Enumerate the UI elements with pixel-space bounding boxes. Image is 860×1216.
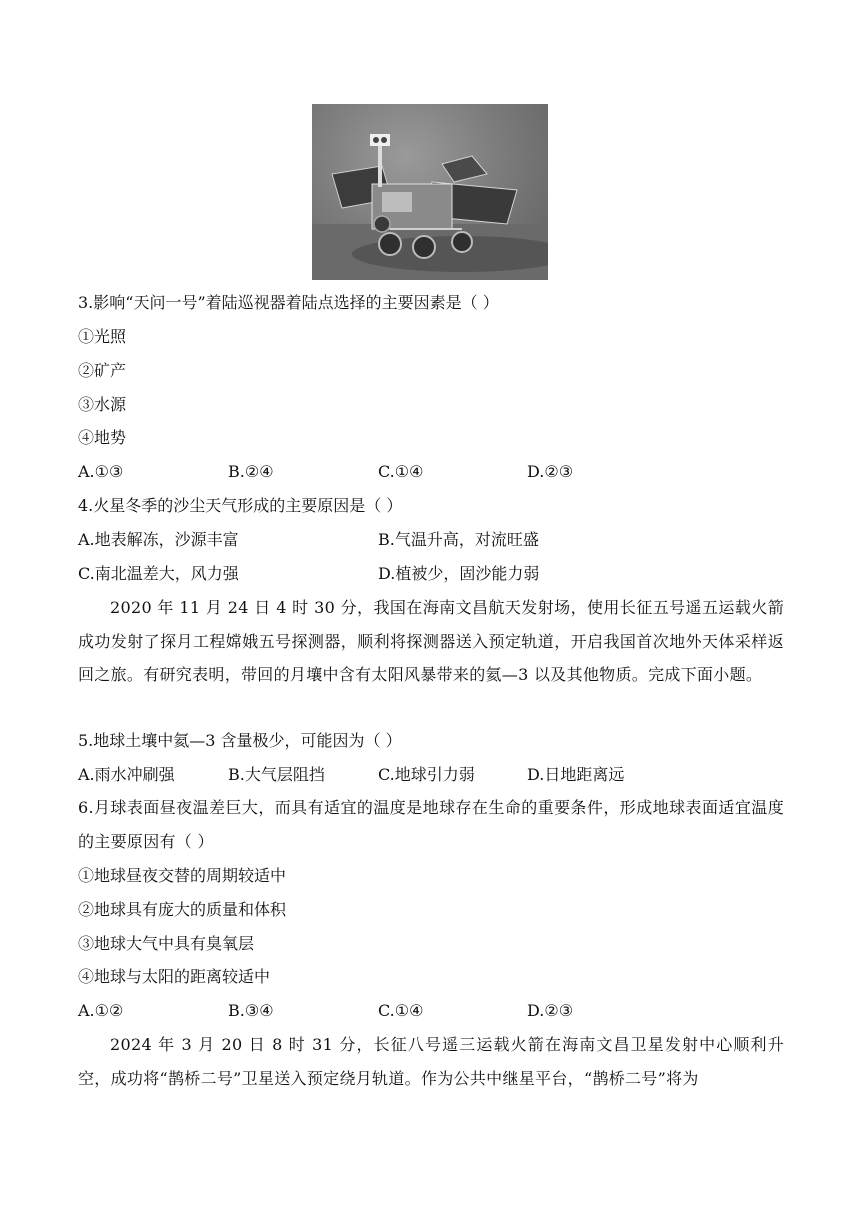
q3-item-1: ①光照 xyxy=(78,327,127,346)
q6-option-b[interactable]: B.③④ xyxy=(228,1001,274,1020)
q6-option-a[interactable]: A.①② xyxy=(78,1001,124,1020)
q6-option-c[interactable]: C.①④ xyxy=(378,1001,424,1020)
rover-illustration xyxy=(312,104,548,280)
q3-option-b[interactable]: B.②④ xyxy=(228,462,274,481)
question-4-stem: 4.火星冬季的沙尘天气形成的主要原因是（ ） xyxy=(78,496,403,515)
question-5-stem: 5.地球土壤中氦—3 含量极少，可能因为（ ） xyxy=(78,731,402,750)
q6-option-d[interactable]: D.②③ xyxy=(527,1001,574,1020)
q3-option-c[interactable]: C.①④ xyxy=(378,462,424,481)
q3-item-4: ④地势 xyxy=(78,428,127,447)
q3-item-3: ③水源 xyxy=(78,395,127,414)
q3-option-d[interactable]: D.②③ xyxy=(527,462,574,481)
q5-option-a[interactable]: A.雨水冲刷强 xyxy=(78,765,175,784)
passage-change5: 2020 年 11 月 24 日 4 时 30 分，我国在海南文昌航天发射场，使用长征五号遥五运载火箭成功发射了探月工程嫦娥五号探测器，顺利将探测器送入预定轨道，开启我国首次地外天体采样返回之旅。有研究表明，带回的月壤中含有太阳风暴带来的氦—3 以及其他物质。完成下面小题。 xyxy=(78,598,784,685)
question-3-stem: 3.影响“天问一号”着陆巡视器着陆点选择的主要因素是（ ） xyxy=(78,293,499,312)
q4-option-b[interactable]: B.气温升高，对流旺盛 xyxy=(378,530,539,549)
q3-option-a[interactable]: A.①③ xyxy=(78,462,124,481)
q6-item-1: ①地球昼夜交替的周期较适中 xyxy=(78,866,287,885)
q6-item-2: ②地球具有庞大的质量和体积 xyxy=(78,900,287,919)
mars-rover-photo xyxy=(312,104,548,280)
q3-item-2: ②矿产 xyxy=(78,361,127,380)
q5-option-d[interactable]: D.日地距离远 xyxy=(527,765,625,784)
q4-option-a[interactable]: A.地表解冻，沙源丰富 xyxy=(78,530,239,549)
question-6-stem: 6.月球表面昼夜温差巨大，而具有适宜的温度是地球存在生命的重要条件，形成地球表面适宜温度的主要原因有（ ） xyxy=(78,798,784,851)
q4-option-d[interactable]: D.植被少，固沙能力弱 xyxy=(378,564,540,583)
q6-item-3: ③地球大气中具有臭氧层 xyxy=(78,934,255,953)
q6-item-4: ④地球与太阳的距离较适中 xyxy=(78,967,271,986)
passage-queqiao2: 2024 年 3 月 20 日 8 时 31 分，长征八号遥三运载火箭在海南文昌卫星发射中心顺利升空，成功将“鹊桥二号”卫星送入预定绕月轨道。作为公共中继星平台，“鹊桥二号”将为 xyxy=(78,1035,784,1088)
q5-option-b[interactable]: B.大气层阻挡 xyxy=(228,765,325,784)
q5-option-c[interactable]: C.地球引力弱 xyxy=(378,765,475,784)
q4-option-c[interactable]: C.南北温差大，风力强 xyxy=(78,564,239,583)
